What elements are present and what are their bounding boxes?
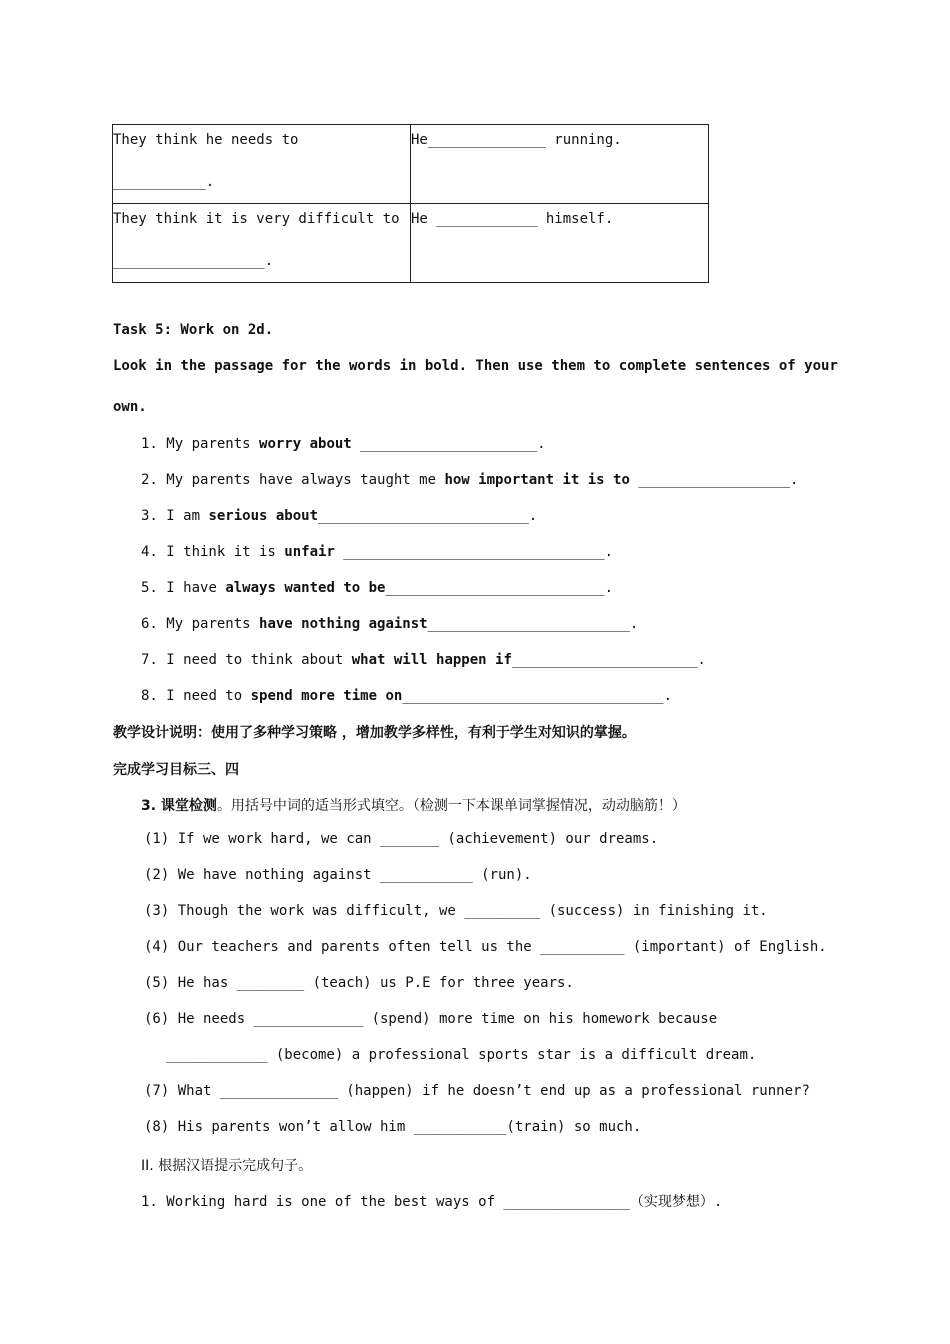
table-row [113,125,709,204]
task5-item-4: 4. I think it is unfair _______________________________. [141,544,614,560]
task5-item-2: 2. My parents have always taught me how important it is to __________________. [141,472,799,488]
check-item-8: (8) His parents won’t allow him ___________(train) so much. [144,1119,642,1135]
table-cell [411,204,709,283]
task5-title: Task 5: Work on 2d. [113,322,274,338]
part2-item-1: 1. Working hard is one of the best ways of _______________（实现梦想）. [141,1194,723,1210]
check-item-6: (6) He needs _____________ (spend) more time on his homework because [144,1011,718,1027]
task5-instruction-line1: Look in the passage for the words in bold. Then use them to complete sentences of your [113,358,838,374]
comparison-table [112,124,709,283]
check-item-4: (4) Our teachers and parents often tell us the __________ (important) of English. [144,939,827,955]
cell-text: He______________ running. [411,132,622,148]
table-cell [113,125,411,204]
table-cell [113,204,411,283]
cell-text: They think he needs to [113,132,299,148]
check-heading: 3. 课堂检测。用括号中词的适当形式填空。（检测一下本课单词掌握情况，动动脑筋！） [141,798,686,814]
part2-heading: II. 根据汉语提示完成句子。 [141,1158,313,1174]
table-cell [411,125,709,204]
cell-blank-line: __________________. [113,253,274,269]
learning-goal: 完成学习目标三、四 [113,762,239,778]
cell-blank-line: ___________. [113,174,215,190]
check-item-3: (3) Though the work was difficult, we _________ (success) in finishing it. [144,903,768,919]
task5-instruction-line2: own. [113,399,147,415]
task5-item-7: 7. I need to think about what will happen if______________________. [141,652,706,668]
design-note: 教学设计说明：使用了多种学习策略 ，增加教学多样性，有利于学生对知识的掌握。 [113,725,636,741]
check-item-5: (5) He has ________ (teach) us P.E for three years. [144,975,574,991]
check-item-1: (1) If we work hard, we can _______ (achievement) our dreams. [144,831,659,847]
task5-item-1: 1. My parents worry about _____________________. [141,436,546,452]
cell-text: He ____________ himself. [411,211,614,227]
task5-item-6: 6. My parents have nothing against________________________. [141,616,639,632]
table-row [113,204,709,283]
check-item-2: (2) We have nothing against ___________ (run). [144,867,532,883]
check-item-6-cont: ____________ (become) a professional sports star is a difficult dream. [141,1047,757,1063]
task5-item-8: 8. I need to spend more time on_______________________________. [141,688,673,704]
cell-text: They think it is very difficult to [113,211,400,227]
check-item-7: (7) What ______________ (happen) if he doesn’t end up as a professional runner? [144,1083,810,1099]
task5-item-5: 5. I have always wanted to be__________________________. [141,580,614,596]
task5-item-3: 3. I am serious about_________________________. [141,508,538,524]
